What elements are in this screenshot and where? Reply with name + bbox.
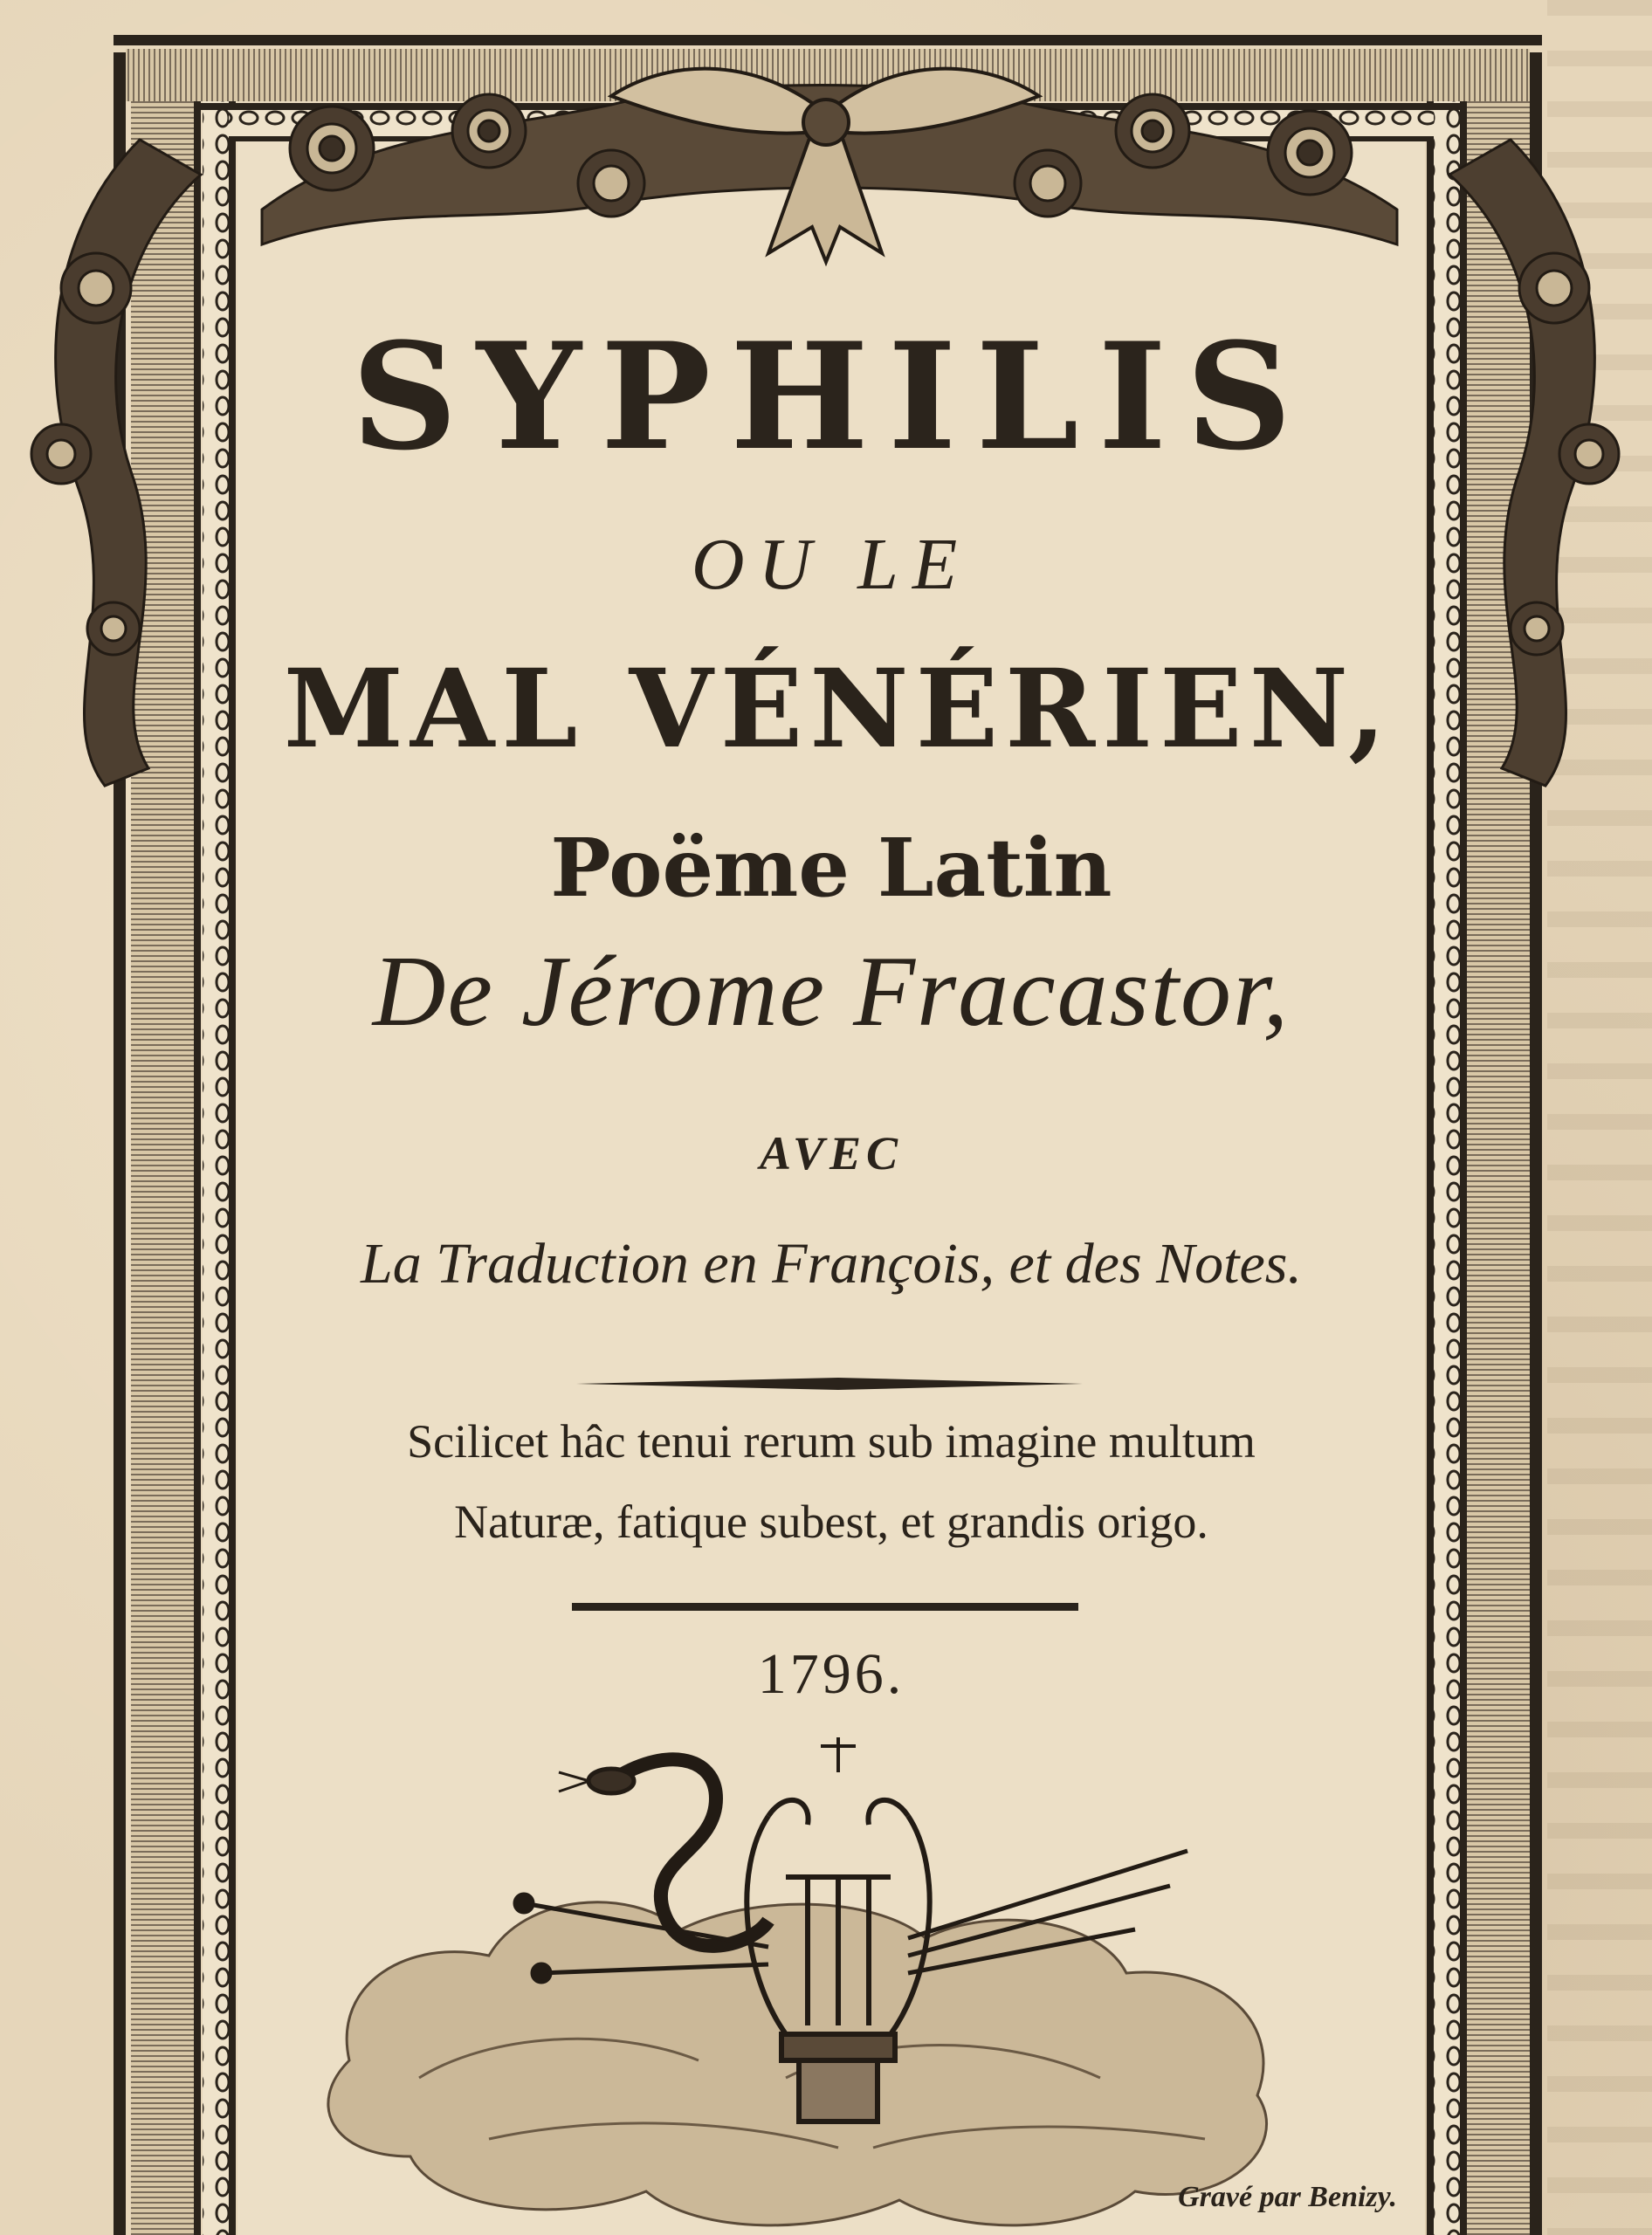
engraver-credit: Gravé par Benizy. — [1178, 2181, 1397, 2213]
translation-note: La Traduction en François, et des Notes. — [361, 1232, 1302, 1296]
book-subtitle: MAL VÉNÉRIEN, — [283, 646, 1394, 773]
epigraph-line: Scilicet hâc tenui rerum sub imagine multum — [407, 1415, 1256, 1468]
epigraph-line: Naturæ, fatique subest, et grandis origo. — [454, 1496, 1208, 1548]
author-line: De Jérome Fracastor, — [372, 936, 1291, 1048]
left-border — [114, 52, 236, 2235]
right-border — [1427, 52, 1542, 2235]
avec-line: AVEC — [759, 1127, 904, 1179]
book-title: SYPHILIS — [351, 310, 1311, 483]
genre-line: Poëme Latin — [550, 821, 1112, 915]
ornamental-rule — [576, 1378, 1083, 1390]
publication-year: 1796. — [757, 1642, 905, 1706]
rule-before-year — [572, 1603, 1078, 1611]
title-connector: OU LE — [691, 524, 972, 605]
